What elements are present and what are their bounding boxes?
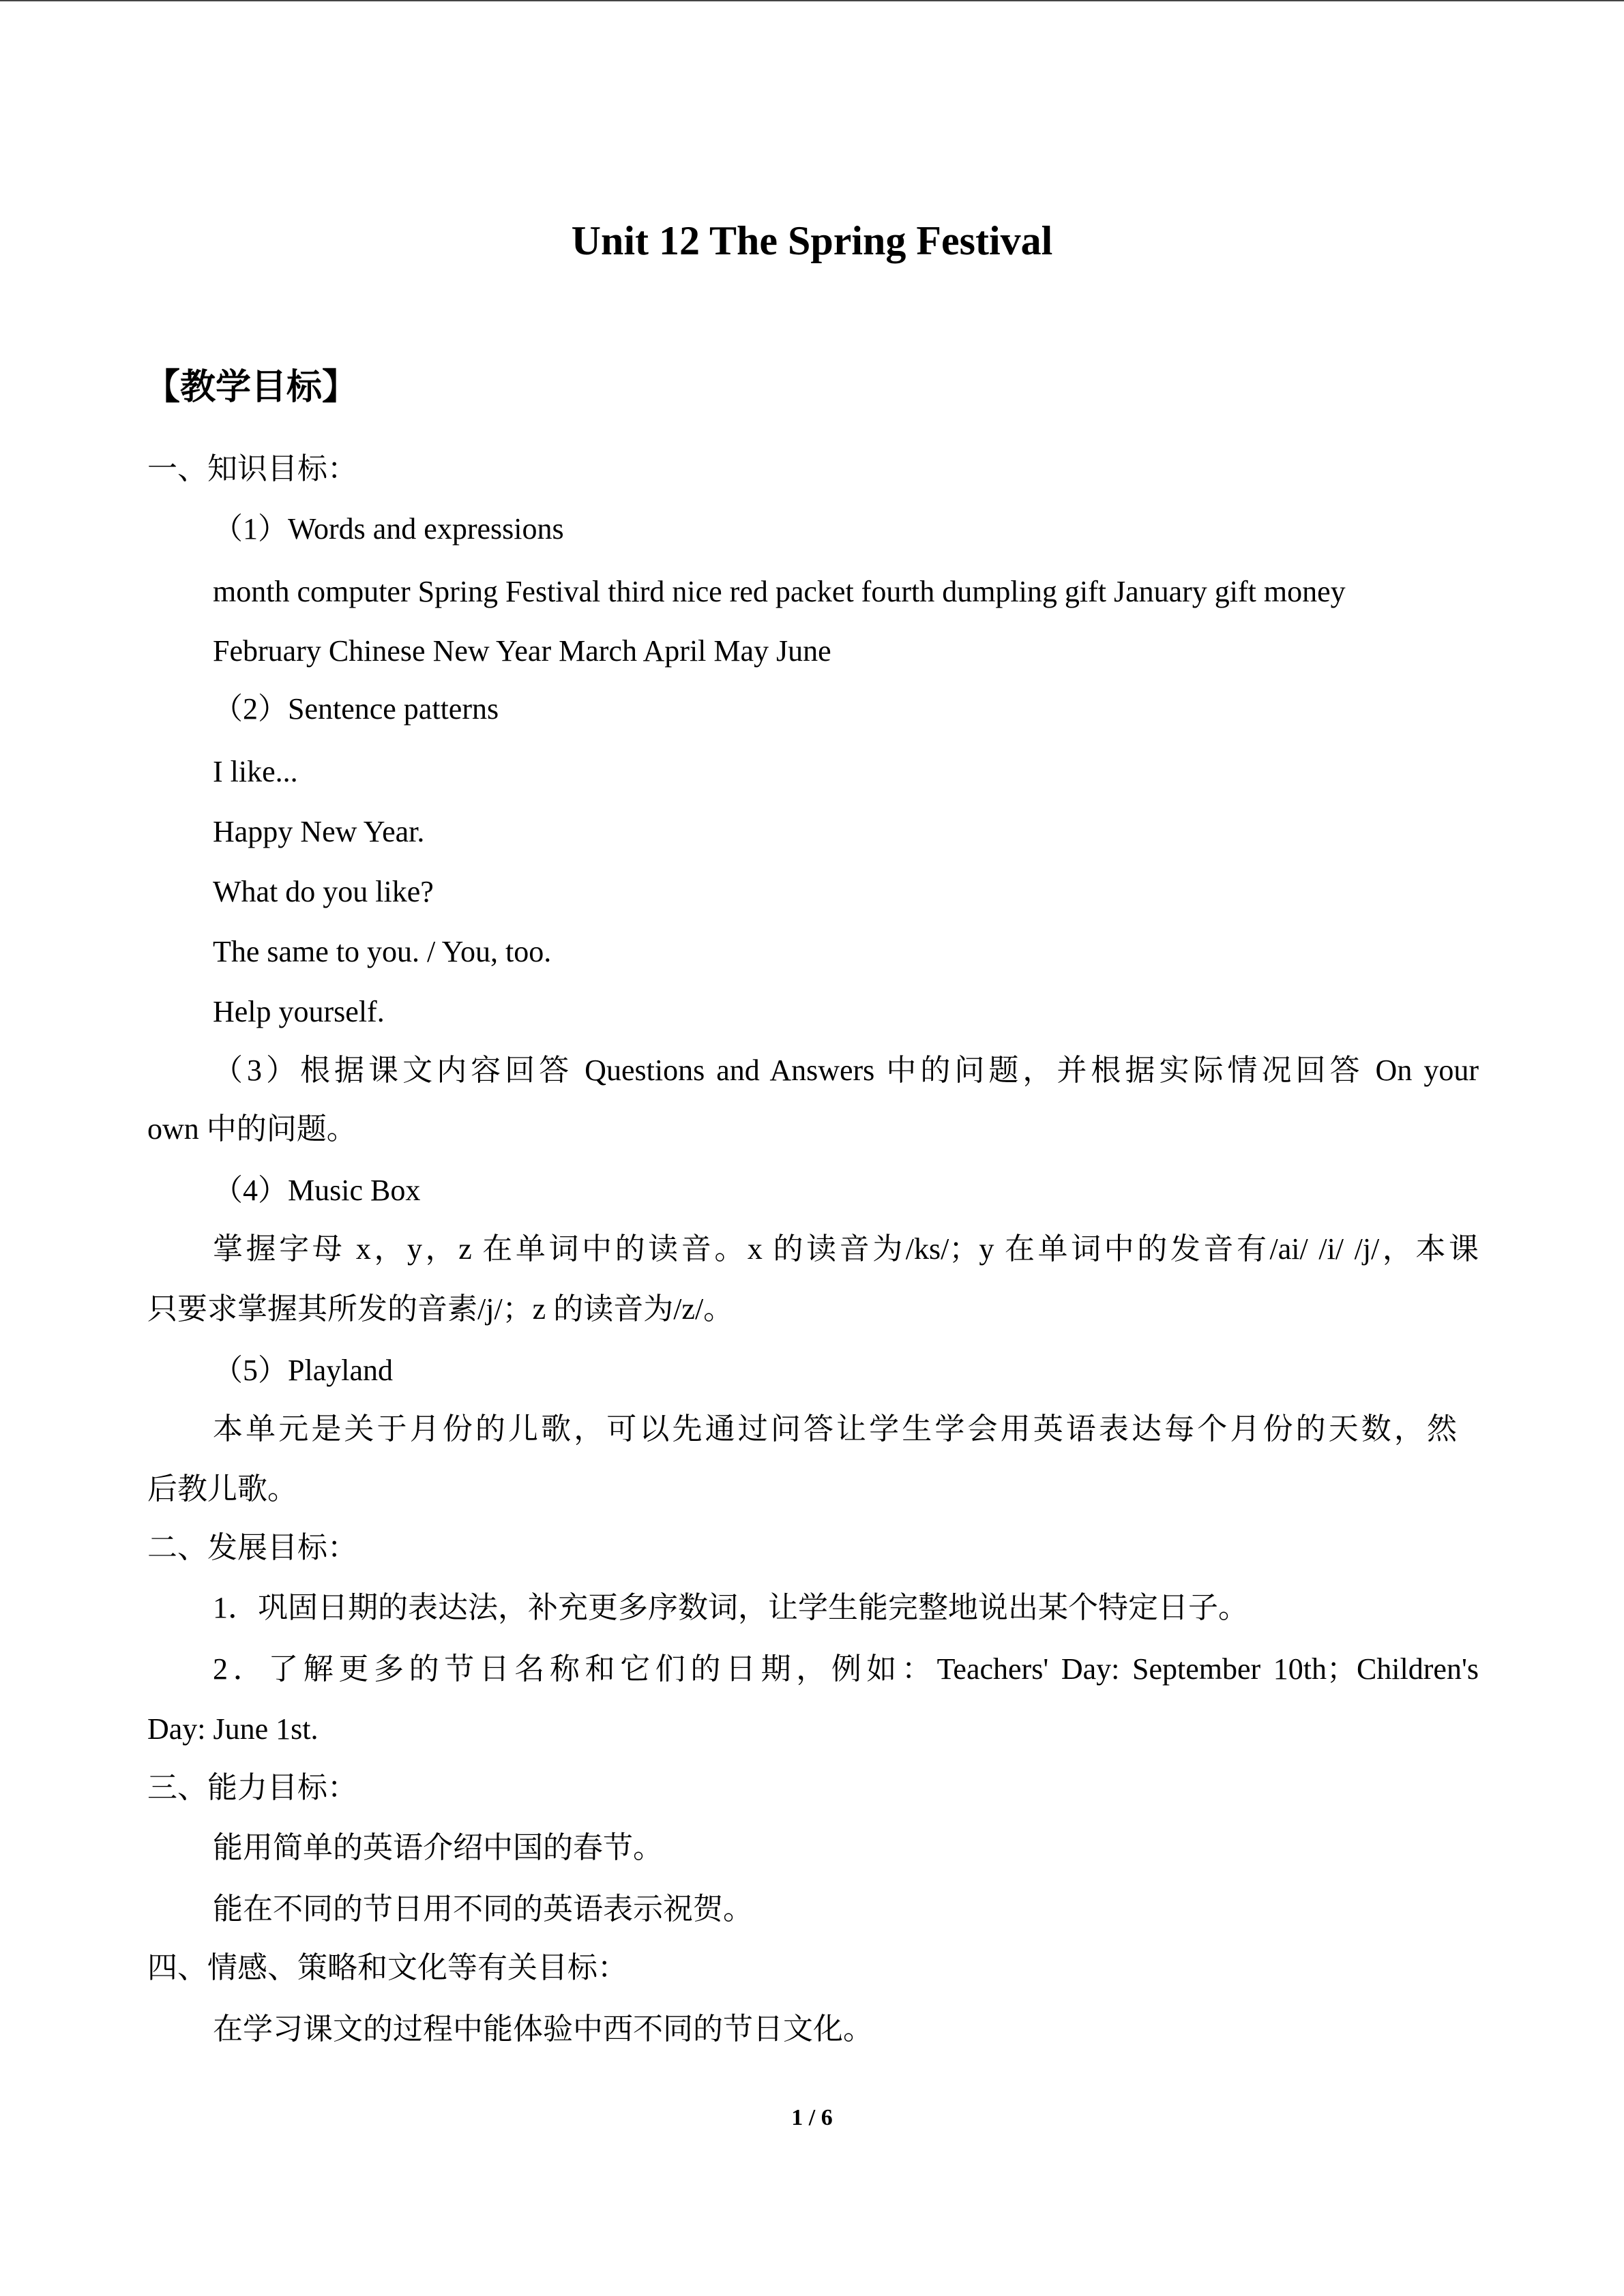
ability-goal-1: 能用简单的英语介绍中国的春节。 [213,1831,663,1864]
sentence-pattern: The same to you. / You, too. [213,935,552,968]
section-ability-goals: 三、能力目标： [147,1771,357,1804]
item-questions-answers: （3）根据课文内容回答 Questions and Answers 中的问题，并根据实际情况回答 On your [213,1054,1479,1087]
section-development-goals: 二、发展目标： [147,1531,357,1564]
music-box-description: 掌握字母 x，y，z 在单词中的读音。x 的读音为/ks/；y 在单词中的发音有/ai/ /i/ /j/，本课 [213,1232,1479,1266]
section-heading-teaching-goals: 【教学目标】 [145,367,358,408]
vocabulary-line-2: February Chinese New Year March April May June [213,634,831,668]
sentence-pattern: Happy New Year. [213,815,425,848]
page-top-border [0,0,1624,1]
section-knowledge-goals: 一、知识目标： [147,452,357,486]
item-sentence-patterns: （2）Sentence patterns [213,692,499,726]
section-emotion-strategy-culture-goals: 四、情感、策略和文化等有关目标： [147,1951,628,1984]
item-music-box: （4）Music Box [213,1174,421,1207]
music-box-description-cont: 只要求掌握其所发的音素/j/；z 的读音为/z/。 [147,1292,734,1326]
sentence-pattern: I like... [213,755,298,788]
item-words-expressions: （1）Words and expressions [213,512,564,546]
document-title: Unit 12 The Spring Festival [571,218,1053,263]
item-playland: （5）Playland [213,1354,393,1387]
development-goal-2-cont: Day: June 1st. [147,1712,319,1746]
vocabulary-line-1: month computer Spring Festival third nice red packet fourth dumpling gift January gift money [213,575,1346,608]
development-goal-2: 2．了解更多的节日名称和它们的日期，例如：Teachers' Day: September 10th；Children's [213,1652,1479,1686]
item-questions-answers-cont: own 中的问题。 [147,1112,357,1146]
culture-goal-1: 在学习课文的过程中能体验中西不同的节日文化。 [213,2012,873,2046]
development-goal-1: 1．巩固日期的表达法，补充更多序数词，让学生能完整地说出某个特定日子。 [213,1591,1248,1624]
page-number: 1 / 6 [791,2105,833,2130]
ability-goal-2: 能在不同的节日用不同的英语表示祝贺。 [213,1892,753,1926]
sentence-pattern: What do you like? [213,875,434,908]
playland-description-cont: 后教儿歌。 [147,1472,297,1506]
sentence-pattern: Help yourself. [213,995,385,1028]
playland-description: 本单元是关于月份的儿歌，可以先通过问答让学生学会用英语表达每个月份的天数，然 [213,1412,1457,1446]
